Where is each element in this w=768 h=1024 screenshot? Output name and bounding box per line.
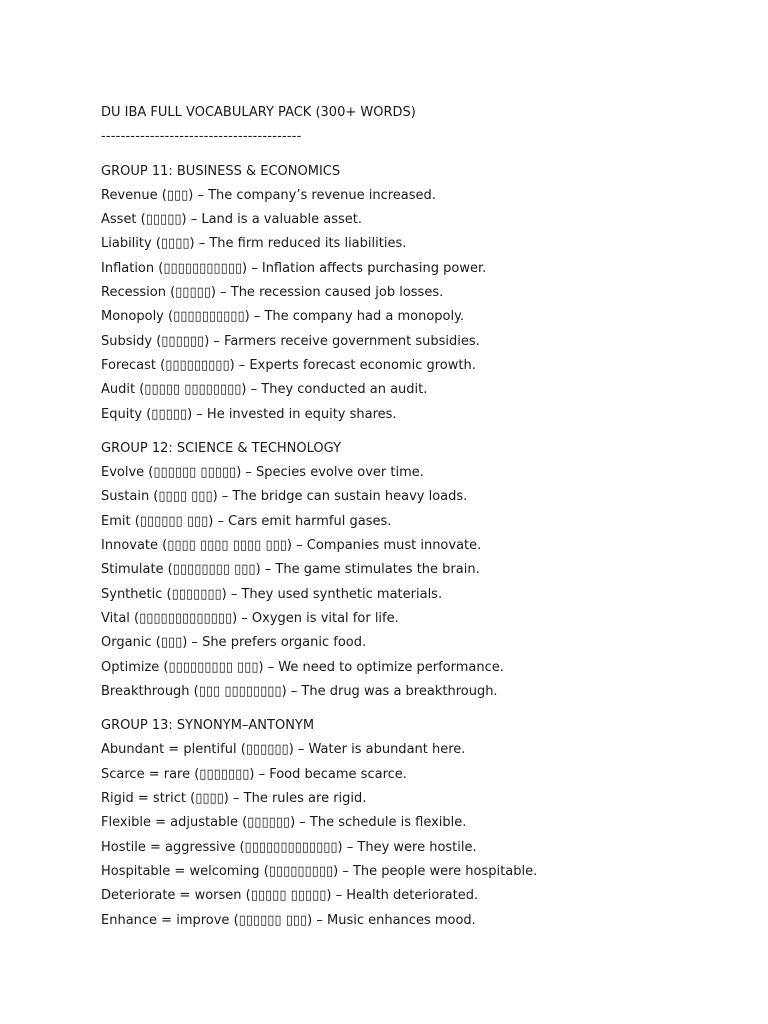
vocab-entry: Asset (▯▯▯▯▯) – Land is a valuable asset. (101, 212, 363, 228)
vocab-entry: Inflation (▯▯▯▯▯▯▯▯▯▯▯) – Inflation affects purchasing power. (101, 260, 487, 276)
vocab-entry: Hospitable = welcoming (▯▯▯▯▯▯▯▯▯) – The people were hospitable. (101, 863, 538, 879)
group-science-technology (101, 437, 741, 704)
vocab-entry: Optimize (▯▯▯▯▯▯▯▯▯ ▯▯▯) – We need to optimize performance. (101, 659, 504, 675)
vocab-entry: Deteriorate = worsen (▯▯▯▯▯ ▯▯▯▯▯) – Health deteriorated. (101, 888, 479, 904)
group-heading: GROUP 13: SYNONYM–ANTONYM (101, 718, 315, 734)
vocab-entry: Rigid = strict (▯▯▯▯) – The rules are rigid. (101, 791, 367, 807)
group-synonym-antonym (101, 714, 741, 933)
vocab-entry: Liability (▯▯▯▯) – The firm reduced its liabilities. (101, 236, 407, 252)
group-business-economics (101, 160, 741, 427)
vocab-entry: Monopoly (▯▯▯▯▯▯▯▯▯▯) – The company had a monopoly. (101, 309, 465, 325)
vocab-entry: Abundant = plentiful (▯▯▯▯▯▯) – Water is abundant here. (101, 742, 466, 758)
document-title: DU IBA FULL VOCABULARY PACK (300+ WORDS) (101, 105, 416, 120)
vocab-entry: Audit (▯▯▯▯▯ ▯▯▯▯▯▯▯▯) – They conducted an audit. (101, 382, 428, 398)
vocab-entry: Flexible = adjustable (▯▯▯▯▯▯) – The schedule is flexible. (101, 815, 467, 831)
vocab-entry: Breakthrough (▯▯▯ ▯▯▯▯▯▯▯▯) – The drug was a breakthrough. (101, 683, 498, 699)
group-heading: GROUP 11: BUSINESS & ECONOMICS (101, 163, 341, 179)
vocab-entry: Sustain (▯▯▯▯ ▯▯▯) – The bridge can sustain heavy loads. (101, 489, 468, 505)
vocab-entry: Recession (▯▯▯▯▯) – The recession caused job losses. (101, 285, 444, 301)
vocab-entry: Revenue (▯▯▯) – The company’s revenue increased. (101, 187, 436, 203)
group-heading: GROUP 12: SCIENCE & TECHNOLOGY (101, 440, 342, 456)
vocab-entry: Forecast (▯▯▯▯▯▯▯▯▯) – Experts forecast economic growth. (101, 357, 476, 373)
document-page (101, 101, 741, 933)
vocab-entry: Innovate (▯▯▯▯ ▯▯▯▯ ▯▯▯▯ ▯▯▯) – Companies must innovate. (101, 538, 482, 554)
vocab-entry: Enhance = improve (▯▯▯▯▯▯ ▯▯▯) – Music enhances mood. (101, 912, 476, 928)
vocab-entry: Emit (▯▯▯▯▯▯ ▯▯▯) – Cars emit harmful gases. (101, 513, 392, 529)
title-separator: ----------------------------------------- (101, 129, 302, 145)
vocab-entry: Stimulate (▯▯▯▯▯▯▯▯ ▯▯▯) – The game stimulates the brain. (101, 562, 480, 578)
vocab-entry: Equity (▯▯▯▯▯) – He invested in equity shares. (101, 406, 397, 422)
vocab-entry: Subsidy (▯▯▯▯▯▯) – Farmers receive government subsidies. (101, 333, 480, 349)
vocab-entry: Vital (▯▯▯▯▯▯▯▯▯▯▯▯▯) – Oxygen is vital for life. (101, 610, 399, 626)
vocab-entry: Evolve (▯▯▯▯▯▯ ▯▯▯▯▯) – Species evolve over time. (101, 465, 424, 481)
vocab-entry: Synthetic (▯▯▯▯▯▯▯) – They used synthetic materials. (101, 586, 443, 602)
vocab-entry: Organic (▯▯▯) – She prefers organic food. (101, 635, 367, 651)
vocab-entry: Hostile = aggressive (▯▯▯▯▯▯▯▯▯▯▯▯▯) – They were hostile. (101, 839, 477, 855)
vocab-entry: Scarce = rare (▯▯▯▯▯▯▯) – Food became scarce. (101, 766, 407, 782)
